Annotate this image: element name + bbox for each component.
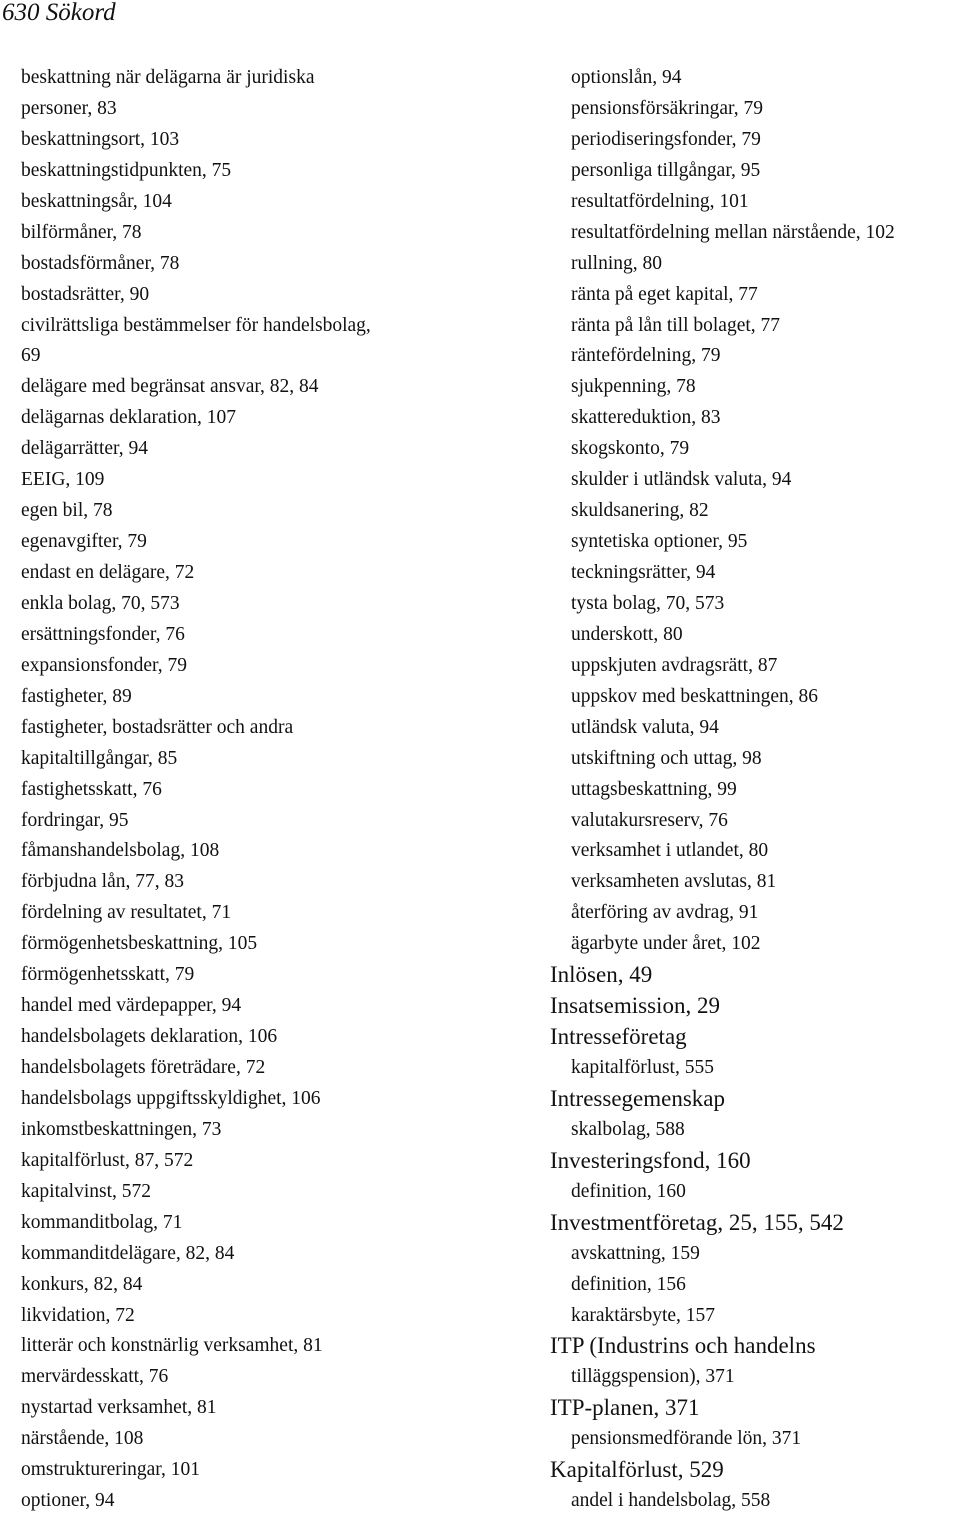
index-entry: konkurs, 82, 84 [21, 1273, 143, 1295]
index-entry: resultatfördelning mellan närstående, 102 [571, 221, 895, 243]
index-entry: bostadsförmåner, 78 [21, 252, 180, 274]
index-entry: definition, 156 [571, 1273, 686, 1295]
index-entry: inkomstbeskattningen, 73 [21, 1118, 222, 1140]
index-entry: omstruktureringar, 101 [21, 1459, 201, 1481]
index-entry: verksamheten avslutas, 81 [571, 871, 777, 893]
page-header: 630 Sökord [2, 0, 116, 26]
index-entry: pensionsmedförande lön, 371 [571, 1428, 802, 1450]
index-entry: kapitaltillgångar, 85 [21, 747, 178, 769]
index-headword: ITP-planen, 371 [550, 1395, 700, 1421]
index-entry: uppskov med beskattningen, 86 [571, 685, 818, 707]
index-entry: ränta på lån till bolaget, 77 [571, 314, 781, 336]
index-entry: tilläggspension), 371 [571, 1366, 735, 1388]
index-entry: verksamhet i utlandet, 80 [571, 840, 769, 862]
index-entry: förmögenhetsbeskattning, 105 [21, 933, 258, 955]
index-entry: handelsbolags uppgiftsskyldighet, 106 [21, 1087, 321, 1109]
index-entry: personer, 83 [21, 97, 117, 119]
index-entry: avskattning, 159 [571, 1242, 700, 1264]
index-entry: periodiseringsfonder, 79 [571, 128, 761, 150]
index-entry: egen bil, 78 [21, 500, 113, 522]
index-entry: underskott, 80 [571, 623, 683, 645]
index-entry: ägarbyte under året, 102 [571, 933, 761, 955]
index-entry: kommanditdelägare, 82, 84 [21, 1242, 235, 1264]
index-entry: återföring av avdrag, 91 [571, 902, 759, 924]
index-column-left [21, 63, 526, 1517]
index-entry: andel i handelsbolag, 558 [571, 1490, 771, 1512]
index-entry: delägare med begränsat ansvar, 82, 84 [21, 376, 319, 398]
index-headword: Investeringsfond, 160 [550, 1147, 751, 1173]
index-entry: fordringar, 95 [21, 809, 129, 831]
index-entry: endast en delägare, 72 [21, 562, 195, 583]
index-entry: delägarrätter, 94 [21, 438, 148, 460]
index-entry: civilrättsliga bestämmelser för handelsbolag, [21, 314, 371, 336]
index-entry: skulder i utländsk valuta, 94 [571, 469, 792, 491]
index-entry: pensionsförsäkringar, 79 [571, 97, 764, 119]
index-entry: valutakursreserv, 76 [571, 809, 728, 831]
index-entry: EEIG, 109 [21, 469, 105, 491]
index-headword: Intresseföretag [550, 1024, 687, 1050]
index-entry: definition, 160 [571, 1180, 686, 1202]
index-entry: kapitalförlust, 555 [571, 1057, 714, 1078]
index-entry: bostadsrätter, 90 [21, 283, 150, 305]
index-entry: fastigheter, bostadsrätter och andra [21, 716, 294, 738]
index-headword: ITP (Industrins och handelns [550, 1333, 816, 1359]
index-column-right [550, 63, 960, 1517]
index-entry: tysta bolag, 70, 573 [571, 592, 725, 614]
index-entry: kommanditbolag, 71 [21, 1211, 183, 1233]
index-entry: egenavgifter, 79 [21, 531, 147, 553]
index-entry: skalbolag, 588 [571, 1118, 685, 1140]
index-headword: Kapitalförlust, 529 [550, 1457, 724, 1483]
index-entry: beskattningstidpunkten, 75 [21, 159, 232, 181]
index-headword: Investmentföretag, 25, 155, 542 [550, 1209, 844, 1235]
index-entry: skogskonto, 79 [571, 438, 690, 460]
index-entry: syntetiska optioner, 95 [571, 531, 748, 553]
index-entry: ränta på eget kapital, 77 [571, 283, 758, 305]
index-entry: fastigheter, 89 [21, 685, 132, 707]
index-entry: uppskjuten avdragsrätt, 87 [571, 654, 778, 676]
index-entry: förbjudna lån, 77, 83 [21, 871, 185, 893]
index-entry: ersättningsfonder, 76 [21, 623, 185, 645]
index-entry: handelsbolagets deklaration, 106 [21, 1026, 278, 1048]
index-entry: utländsk valuta, 94 [571, 716, 719, 738]
index-entry: enkla bolag, 70, 573 [21, 592, 180, 614]
index-entry: personliga tillgångar, 95 [571, 159, 761, 181]
index-headword: Insatsemission, 29 [550, 993, 720, 1019]
index-entry: 69 [21, 345, 41, 367]
index-headword: Inlösen, 49 [550, 962, 653, 988]
index-entry: optioner, 94 [21, 1490, 115, 1512]
index-entry: rullning, 80 [571, 252, 662, 274]
index-entry: optionslån, 94 [571, 67, 682, 88]
index-entry: närstående, 108 [21, 1428, 144, 1450]
index-entry: förmögenhetsskatt, 79 [21, 964, 195, 986]
index-entry: skattereduktion, 83 [571, 407, 721, 429]
index-entry: likvidation, 72 [21, 1304, 135, 1326]
index-entry: bilförmåner, 78 [21, 221, 142, 243]
index-entry: nystartad verksamhet, 81 [21, 1397, 217, 1419]
index-entry: sjukpenning, 78 [571, 376, 696, 398]
index-headword: Intressegemenskap [550, 1085, 725, 1111]
index-entry: utskiftning och uttag, 98 [571, 747, 762, 769]
index-entry: skuldsanering, 82 [571, 500, 709, 522]
index-entry: litterär och konstnärlig verksamhet, 81 [21, 1335, 323, 1357]
index-entry: handelsbolagets företrädare, 72 [21, 1057, 266, 1078]
index-entry: uttagsbeskattning, 99 [571, 778, 737, 800]
index-entry: karaktärsbyte, 157 [571, 1304, 716, 1326]
index-entry: fastighetsskatt, 76 [21, 778, 162, 800]
index-entry: mervärdesskatt, 76 [21, 1366, 169, 1388]
index-entry: resultatfördelning, 101 [571, 190, 749, 212]
index-entry: handel med värdepapper, 94 [21, 995, 242, 1017]
index-entry: teckningsrätter, 94 [571, 562, 716, 583]
index-entry: kapitalförlust, 87, 572 [21, 1149, 194, 1171]
index-entry: beskattningsår, 104 [21, 190, 172, 212]
index-entry: delägarnas deklaration, 107 [21, 407, 236, 429]
index-entry: expansionsfonder, 79 [21, 654, 188, 676]
index-entry: beskattning när delägarna är juridiska [21, 67, 315, 88]
index-entry: beskattningsort, 103 [21, 128, 180, 150]
index-entry: fåmanshandelsbolag, 108 [21, 840, 220, 862]
index-entry: kapitalvinst, 572 [21, 1180, 151, 1202]
index-entry: fördelning av resultatet, 71 [21, 902, 232, 924]
index-entry: räntefördelning, 79 [571, 345, 721, 367]
